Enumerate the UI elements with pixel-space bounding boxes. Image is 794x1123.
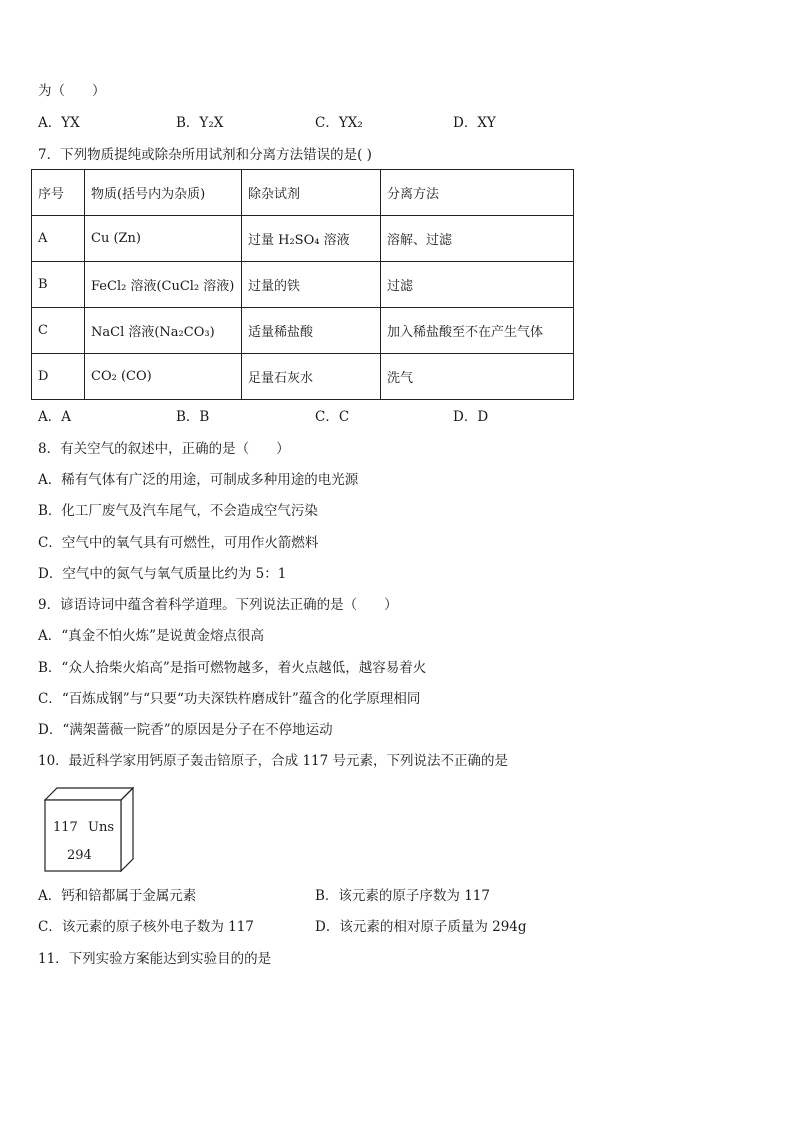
table-cell: A [32,216,85,262]
q9-stem: 9．谚语诗词中蕴含着科学道理。下列说法正确的是（ ） [38,597,398,613]
table-row [32,308,574,354]
q10-option-a: A．钙和锫都属于金属元素 [38,888,197,904]
table-cell: B [32,262,85,308]
table-header-cell: 物质(括号内为杂质) [85,170,242,216]
table-cell: C [32,308,85,354]
q7-stem: 7．下列物质提纯或除杂所用试剂和分离方法错误的是( ) [38,147,372,163]
q6-option-d: D．XY [453,115,496,131]
table-header-row [32,170,574,216]
q7-option-b: B．B [176,409,210,425]
table-cell: NaCl 溶液(Na₂CO₃) [85,308,242,354]
q8-option-c: C．空气中的氧气具有可燃性，可用作火箭燃料 [38,535,319,551]
table-header-cell: 序号 [32,170,85,216]
q6-option-a: A．YX [38,115,80,131]
q9-option-b: B．“众人拾柴火焰高”是指可燃物越多，着火点越低，越容易着火 [38,660,427,676]
q11-stem: 11．下列实验方案能达到实验目的的是 [38,951,272,967]
q7-option-c: C．C [315,409,350,425]
table-header-cell: 除杂试剂 [242,170,381,216]
table-cell: D [32,354,85,400]
table-cell: CO₂ (CO) [85,354,242,400]
q7-option-a: A．A [38,409,71,425]
table-cell: 过量的铁 [242,262,381,308]
q8-option-b: B．化工厂废气及汽车尾气，不会造成空气污染 [38,503,318,519]
q8-option-d: D．空气中的氮气与氧气质量比约为 5：1 [38,566,287,582]
q6-option-b: B．Y₂X [176,115,224,131]
element-cube [44,787,134,872]
q7-option-d: D．D [453,409,489,425]
q7-table [31,169,574,400]
table-cell: 加入稀盐酸至不在产生气体 [381,308,574,354]
q8-stem: 8．有关空气的叙述中，正确的是（ ） [38,441,290,457]
q10-option-d: D．该元素的相对原子质量为 294g [315,919,527,935]
table-cell: FeCl₂ 溶液(CuCl₂ 溶液) [85,262,242,308]
table-cell: 溶解、过滤 [381,216,574,262]
q10-option-b: B．该元素的原子序数为 117 [315,888,490,904]
table-row [32,216,574,262]
table-cell: 洗气 [381,354,574,400]
q6-stem-tail: 为（ ） [38,83,106,99]
q9-option-d: D．“满架蔷薇一院香”的原因是分子在不停地运动 [38,722,333,738]
table-cell: 过量 H₂SO₄ 溶液 [242,216,381,262]
table-cell: Cu (Zn) [85,216,242,262]
q9-option-a: A．“真金不怕火炼”是说黄金熔点很高 [38,628,265,644]
table-row [32,262,574,308]
table-cell: 足量石灰水 [242,354,381,400]
q6-option-c: C．YX₂ [315,115,363,131]
q10-option-c: C．该元素的原子核外电子数为 117 [38,919,254,935]
table-row [32,354,574,400]
table-cell: 过滤 [381,262,574,308]
element-symbol: Uns [88,820,114,835]
table-header-cell: 分离方法 [381,170,574,216]
q8-option-a: A．稀有气体有广泛的用途，可制成多种用途的电光源 [38,472,359,488]
element-atomic-number: 117 [53,820,78,835]
table-cell: 适量稀盐酸 [242,308,381,354]
q10-stem: 10．最近科学家用钙原子轰击锫原子，合成 117 号元素，下列说法不正确的是 [38,753,509,769]
element-atomic-mass: 294 [67,848,92,863]
q9-option-c: C．“百炼成钢”与“只要“功夫深铁杵磨成针”蕴含的化学原理相同 [38,691,421,707]
